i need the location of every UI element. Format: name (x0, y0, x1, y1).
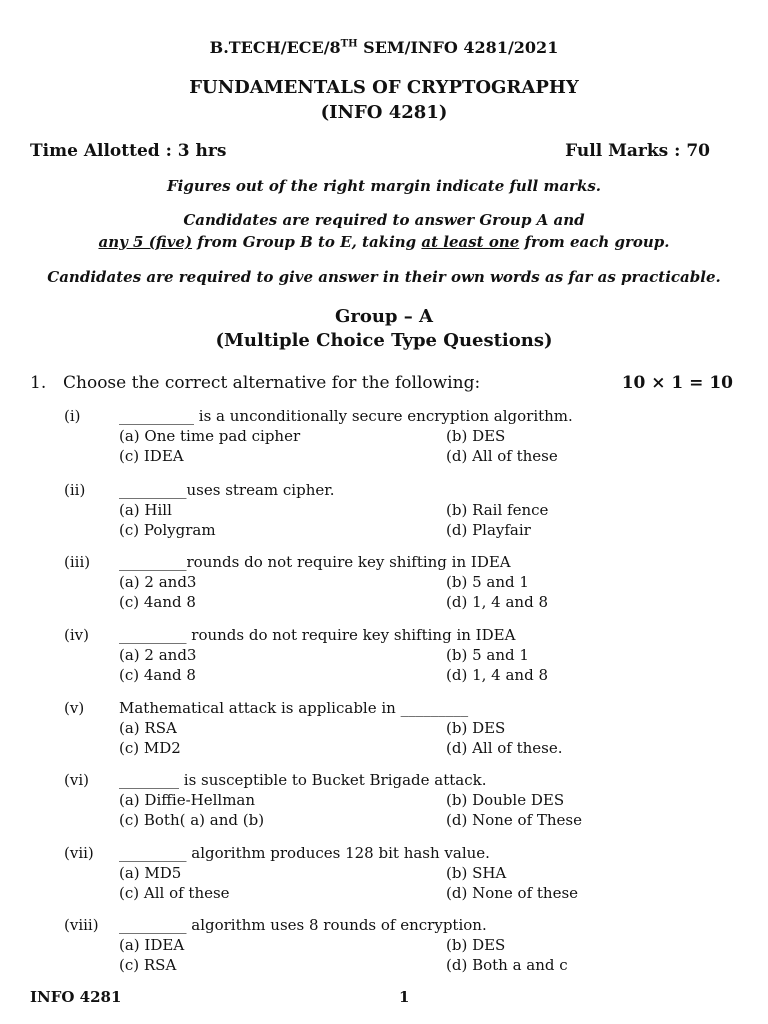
question-marks: 10 × 1 = 10 (621, 373, 733, 393)
mcq-item (64, 771, 624, 833)
option-c: (c) 4and 8 (119, 593, 196, 611)
option-a: (a) 2 and3 (119, 646, 197, 664)
option-d: (d) All of these (446, 447, 558, 465)
mcq-item (64, 916, 624, 978)
option-d: (d) Playfair (446, 521, 531, 539)
mcq-stem: _________ algorithm produces 128 bit hash value. (119, 844, 490, 862)
option-b: (b) Rail fence (446, 501, 549, 519)
mcq-number: (v) (64, 699, 85, 717)
option-c: (c) Polygram (119, 521, 216, 539)
option-b: (b) DES (446, 719, 506, 737)
page-number: 1 (399, 988, 410, 1006)
option-d: (d) None of These (446, 811, 583, 829)
option-d: (d) Both a and c (446, 956, 568, 974)
mcq-number: (vi) (64, 771, 89, 789)
option-b: (b) DES (446, 936, 506, 954)
mcq-number: (viii) (64, 916, 99, 934)
option-c: (c) IDEA (119, 447, 184, 465)
mcq-stem: _________rounds do not require key shifting in IDEA (119, 553, 511, 571)
option-a: (a) IDEA (119, 936, 185, 954)
mcq-item (64, 481, 624, 543)
option-c: (c) MD2 (119, 739, 181, 757)
group-subtitle: (Multiple Choice Type Questions) (215, 330, 553, 351)
option-a: (a) One time pad cipher (119, 427, 301, 445)
option-a: (a) MD5 (119, 864, 182, 882)
instruction-groups: any 5 (five) from Group B to E, taking at least one from each group. (98, 233, 670, 251)
mcq-item (64, 407, 624, 469)
option-b: (b) 5 and 1 (446, 573, 529, 591)
exam-code: B.TECH/ECE/8TH SEM/INFO 4281/2021 (209, 38, 559, 57)
option-d: (d) None of these (446, 884, 579, 902)
option-a: (a) 2 and3 (119, 573, 197, 591)
option-d: (d) 1, 4 and 8 (446, 593, 548, 611)
mcq-stem: _________ rounds do not require key shifting in IDEA (119, 626, 516, 644)
mcq-number: (i) (64, 407, 81, 425)
paper-title: FUNDAMENTALS OF CRYPTOGRAPHY (189, 77, 579, 98)
mcq-item (64, 626, 624, 688)
instruction-answer: Candidates are required to answer Group A and (183, 211, 585, 229)
mcq-item (64, 699, 624, 761)
option-d: (d) All of these. (446, 739, 563, 757)
mcq-stem: __________ is a unconditionally secure encryption algorithm. (119, 407, 573, 425)
option-b: (b) Double DES (446, 791, 565, 809)
mcq-stem: _________uses stream cipher. (119, 481, 335, 499)
question-text: Choose the correct alternative for the following: (63, 373, 481, 393)
option-c: (c) RSA (119, 956, 177, 974)
option-a: (a) RSA (119, 719, 177, 737)
mcq-stem: _________ algorithm uses 8 rounds of encryption. (119, 916, 487, 934)
option-c: (c) 4and 8 (119, 666, 196, 684)
group-title: Group – A (334, 306, 434, 327)
mcq-item (64, 553, 624, 615)
option-b: (b) 5 and 1 (446, 646, 529, 664)
mcq-number: (vii) (64, 844, 94, 862)
full-marks: Full Marks : 70 (565, 141, 710, 161)
paper-code: (INFO 4281) (320, 102, 448, 123)
instruction-marks: Figures out of the right margin indicate full marks. (166, 177, 602, 195)
option-b: (b) DES (446, 427, 506, 445)
mcq-number: (ii) (64, 481, 86, 499)
option-c: (c) All of these (119, 884, 230, 902)
mcq-stem: ________ is susceptible to Bucket Brigade attack. (119, 771, 487, 789)
question-number: 1. (30, 373, 47, 393)
footer-code: INFO 4281 (30, 988, 122, 1006)
option-a: (a) Diffie-Hellman (119, 791, 256, 809)
mcq-number: (iv) (64, 626, 89, 644)
option-a: (a) Hill (119, 501, 172, 519)
mcq-number: (iii) (64, 553, 91, 571)
mcq-item (64, 844, 624, 906)
mcq-stem: Mathematical attack is applicable in _________ (119, 699, 469, 717)
option-b: (b) SHA (446, 864, 507, 882)
option-d: (d) 1, 4 and 8 (446, 666, 548, 684)
option-c: (c) Both( a) and (b) (119, 811, 265, 829)
time-allotted: Time Allotted : 3 hrs (30, 141, 227, 161)
instruction-own-words: Candidates are required to give answer in their own words as far as practicable. (47, 268, 721, 286)
